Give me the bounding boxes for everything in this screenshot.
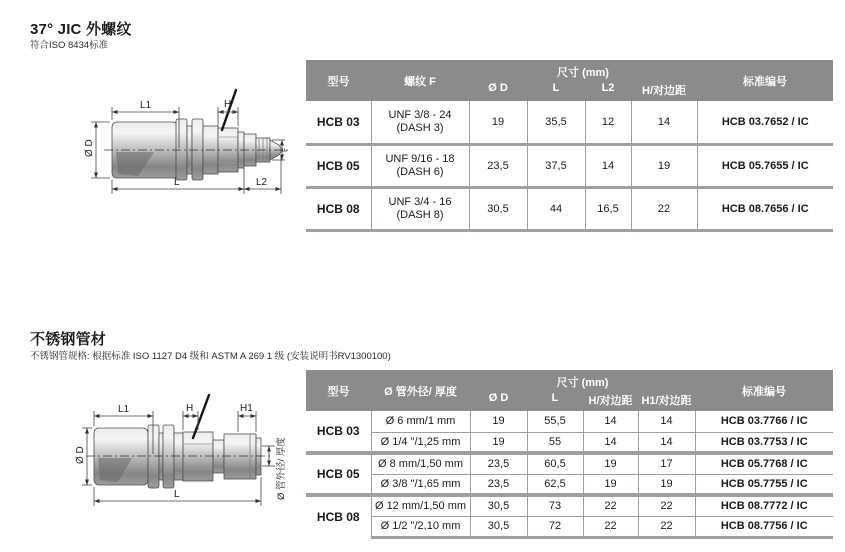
tube-fitting-illustration <box>94 425 261 488</box>
pointer-needle <box>222 90 236 130</box>
dim-label-l: L <box>174 489 180 500</box>
table-row <box>306 187 833 230</box>
dim-label-tube-od: Ø 管外径/ 厚度 <box>276 437 287 500</box>
h1-cell: 14 <box>638 432 695 453</box>
dim-label-l: L <box>174 177 180 188</box>
l-cell: 35,5 <box>527 101 585 144</box>
tube-cell: Ø 6 mm/1 mm <box>371 411 470 432</box>
dim-label-l1: L1 <box>118 404 130 415</box>
l-cell: 73 <box>527 495 583 516</box>
col-header-standard: 标准编号 <box>697 60 833 101</box>
table-row <box>306 411 833 432</box>
h-cell: 14 <box>583 432 638 453</box>
col-header-h: H/对边距 <box>583 391 638 411</box>
tube-cell: Ø 1/4 "/1,25 mm <box>371 432 470 453</box>
table-row <box>306 144 833 187</box>
table1-header <box>306 60 833 101</box>
col-header-l2: L2 <box>585 81 631 101</box>
col-header-dims-group: 尺寸 (mm) <box>469 60 697 81</box>
model-cell: HCB 05 <box>306 144 371 187</box>
od-cell: 19 <box>470 432 527 453</box>
col-header-h1: H1/对边距 <box>638 391 695 411</box>
thread-line1: UNF 9/16 - 18 <box>385 152 455 165</box>
od-cell: 30,5 <box>470 495 527 516</box>
thread-line1: UNF 3/8 - 24 <box>388 108 452 121</box>
col-header-od: Ø D <box>470 391 527 411</box>
col-header-model: 型号 <box>306 60 371 101</box>
table2-header <box>306 370 833 411</box>
tube-fitting-diagram <box>66 388 311 533</box>
standard-cell: HCB 05.7755 / IC <box>695 474 833 495</box>
model-cell: HCB 03 <box>306 101 371 144</box>
h-cell: 22 <box>631 187 697 230</box>
standard-cell: HCB 03.7766 / IC <box>695 411 833 432</box>
standard-cell: HCB 08.7756 / IC <box>695 516 833 537</box>
l-cell: 55 <box>527 432 583 453</box>
standard-cell: HCB 08.7772 / IC <box>695 495 833 516</box>
dim-label-h: H <box>186 403 194 414</box>
h-cell: 19 <box>631 144 697 187</box>
table-row <box>306 495 833 516</box>
h-cell: 19 <box>583 474 638 495</box>
model-cell: HCB 08 <box>306 495 371 537</box>
tube-cell: Ø 12 mm/1,50 mm <box>371 495 470 516</box>
dim-label-h1: H1 <box>240 403 253 414</box>
jic-fitting-diagram <box>76 82 308 217</box>
h1-cell: 19 <box>638 474 695 495</box>
standard-cell: HCB 05.7768 / IC <box>695 453 833 474</box>
od-cell: 19 <box>470 411 527 432</box>
standard-cell: HCB 03.7652 / IC <box>697 101 833 144</box>
h-cell: 22 <box>583 516 638 537</box>
tube-cell: Ø 8 mm/1,50 mm <box>371 453 470 474</box>
table-row <box>306 101 833 144</box>
model-cell: HCB 05 <box>306 453 371 495</box>
section1-subtitle: 符合ISO 8434标准 <box>30 40 109 51</box>
thread-cell <box>371 187 469 230</box>
thread-line2: (DASH 6) <box>396 165 444 178</box>
dim-label-od: Ø D <box>75 446 86 464</box>
col-header-h: H/对边距 <box>631 81 697 101</box>
standard-cell: HCB 08.7656 / IC <box>697 187 833 230</box>
h-cell: 14 <box>631 101 697 144</box>
l-cell: 62,5 <box>527 474 583 495</box>
tube-spec-table <box>306 370 833 539</box>
pointer-needle <box>193 395 209 438</box>
od-cell: 23,5 <box>469 144 527 187</box>
l-cell: 44 <box>527 187 585 230</box>
model-cell: HCB 03 <box>306 411 371 453</box>
table-row <box>306 474 833 495</box>
dim-label-h: H <box>224 99 232 110</box>
section2-title: 不锈钢管材 <box>30 331 107 348</box>
dim-label-l2: L2 <box>256 177 268 188</box>
col-header-thread: 螺纹 F <box>371 60 469 101</box>
l-cell: 55,5 <box>527 411 583 432</box>
standard-cell: HCB 03.7753 / IC <box>695 432 833 453</box>
col-header-standard: 标准编号 <box>695 370 833 411</box>
col-header-od: Ø D <box>469 81 527 101</box>
h1-cell: 22 <box>638 495 695 516</box>
dim-label-l1: L1 <box>140 100 152 111</box>
h-cell: 22 <box>583 495 638 516</box>
l-cell: 60,5 <box>527 453 583 474</box>
table-row <box>306 453 833 474</box>
col-header-l: L <box>527 391 583 411</box>
standard-cell: HCB 05.7655 / IC <box>697 144 833 187</box>
tube-cell: Ø 3/8 "/1,65 mm <box>371 474 470 495</box>
table-row <box>306 516 833 537</box>
l-cell: 37,5 <box>527 144 585 187</box>
section2-subtitle: 不锈钢管规格: 根据标准 ISO 1127 D4 级和 ASTM A 269 1 级 (安装说明书RV1300100) <box>30 351 391 362</box>
col-header-tube: Ø 管外径/ 厚度 <box>371 370 470 411</box>
h1-cell: 22 <box>638 516 695 537</box>
jic-spec-table <box>306 60 833 232</box>
dim-label-f: F <box>282 147 289 152</box>
model-cell: HCB 08 <box>306 187 371 230</box>
l2-cell: 16,5 <box>585 187 631 230</box>
jic-fitting-illustration <box>112 119 281 180</box>
l2-cell: 12 <box>585 101 631 144</box>
dim-label-od: Ø D <box>84 139 95 157</box>
l-cell: 72 <box>527 516 583 537</box>
h1-cell: 17 <box>638 453 695 474</box>
col-header-model: 型号 <box>306 370 371 411</box>
thread-line2: (DASH 3) <box>396 121 444 134</box>
col-header-l: L <box>527 81 585 101</box>
tube-cell: Ø 1/2 "/2,10 mm <box>371 516 470 537</box>
section1-title: 37° JIC 外螺纹 <box>30 21 132 38</box>
od-cell: 23,5 <box>470 453 527 474</box>
thread-line1: UNF 3/4 - 16 <box>388 195 452 208</box>
l2-cell: 14 <box>585 144 631 187</box>
od-cell: 30,5 <box>469 187 527 230</box>
h1-cell: 14 <box>638 411 695 432</box>
od-cell: 19 <box>469 101 527 144</box>
thread-cell <box>371 101 469 144</box>
h-cell: 19 <box>583 453 638 474</box>
od-cell: 30,5 <box>470 516 527 537</box>
od-cell: 23,5 <box>470 474 527 495</box>
table-row <box>306 432 833 453</box>
h-cell: 14 <box>583 411 638 432</box>
col-header-dims-group: 尺寸 (mm) <box>470 370 695 391</box>
thread-line2: (DASH 8) <box>396 208 444 221</box>
thread-cell <box>371 144 469 187</box>
